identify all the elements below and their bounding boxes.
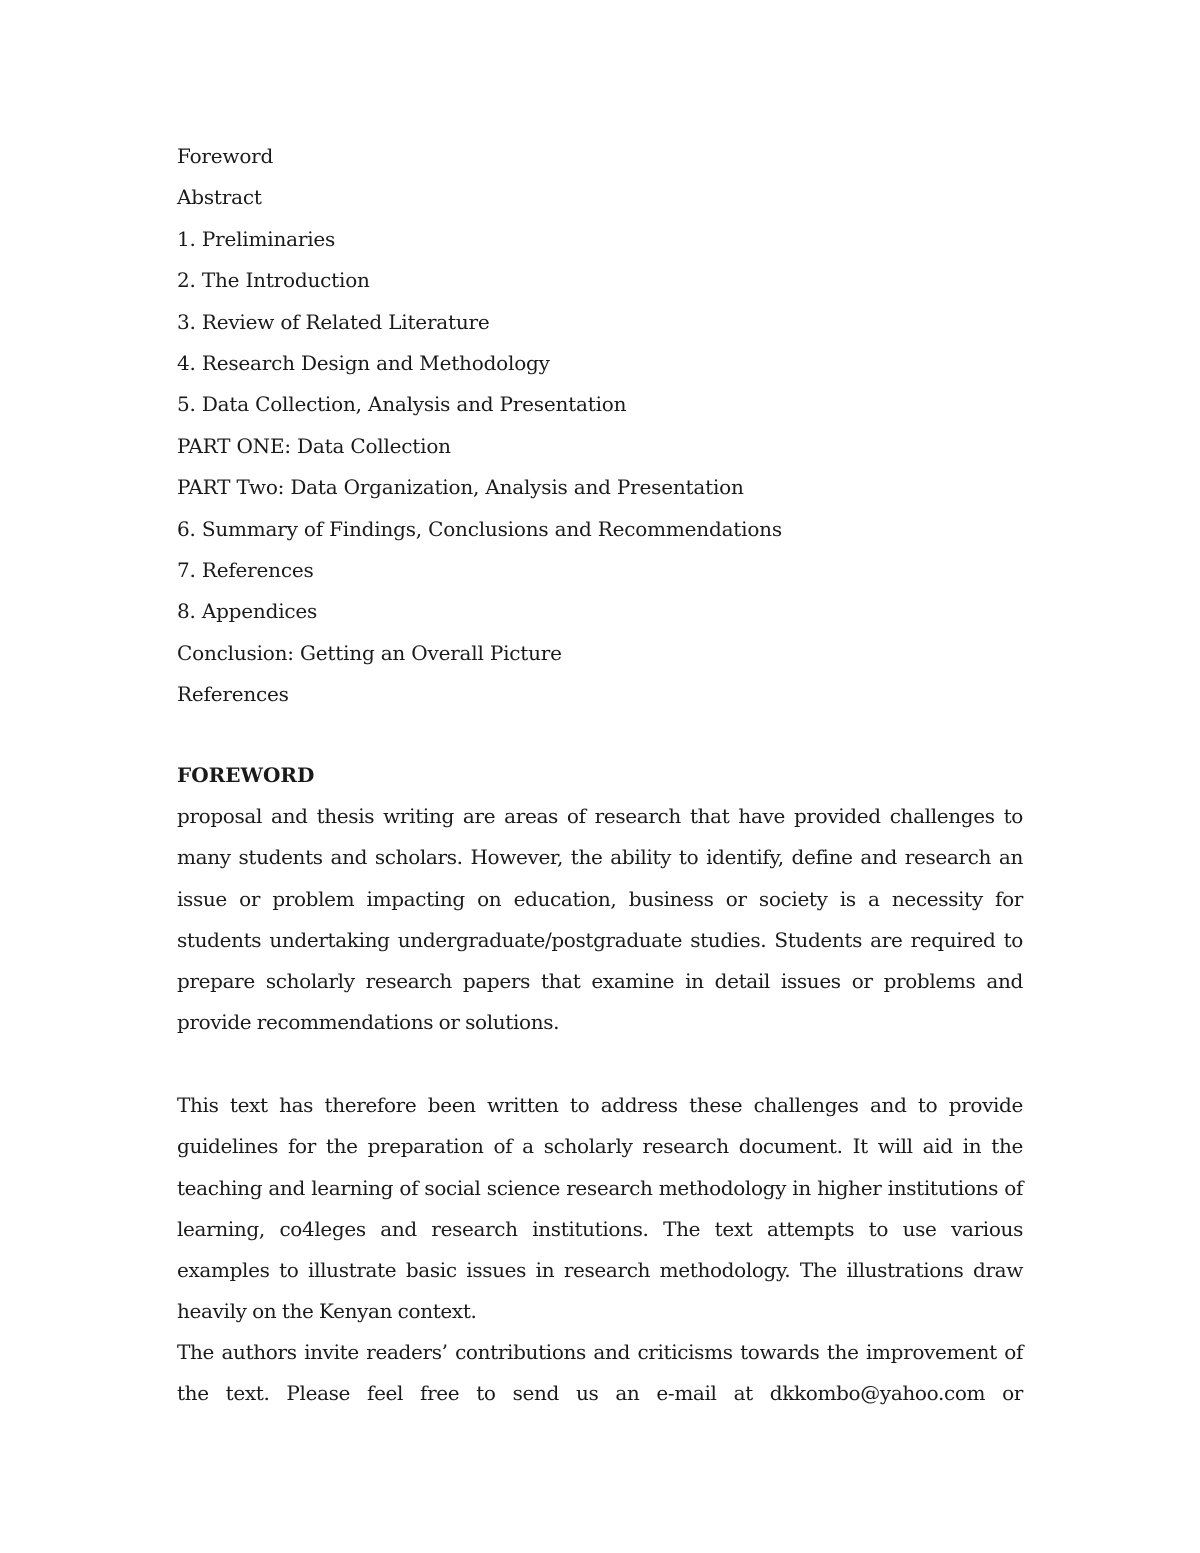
toc-item-part-one: PART ONE: Data Collection xyxy=(177,433,451,458)
toc-item-introduction: 2. The Introduction xyxy=(177,268,370,293)
toc-item-data-collection-analysis: 5. Data Collection, Analysis and Presentation xyxy=(177,392,627,417)
toc-item-conclusion: Conclusion: Getting an Overall Picture xyxy=(177,640,562,665)
foreword-heading: FOREWORD xyxy=(177,763,315,787)
toc-item-foreword: Foreword xyxy=(177,144,274,168)
toc-item-abstract: Abstract xyxy=(177,185,262,210)
foreword-paragraph-3: The authors invite readers’ contributions and criticisms towards the improvement of the text. Please feel free to send us an e-mail at dkkombo@yahoo.com or xyxy=(177,1340,1023,1406)
table-of-contents xyxy=(177,136,1037,715)
toc-item-references-chapter: 7. References xyxy=(177,557,314,582)
foreword-paragraph-1: proposal and thesis writing are areas of research that have provided challenges to many students and scholars. However, the ability to identify, define and research an issue or problem impacting on education, business or society is a necessity for students undertaking undergraduate/postgraduate studies. Students are required to prepare scholarly research papers that examine in detail issues or problems and provide recommendations or solutions. xyxy=(177,804,1023,1035)
toc-item-references: References xyxy=(177,682,289,707)
toc-item-appendices: 8. Appendices xyxy=(177,599,318,624)
toc-item-summary: 6. Summary of Findings, Conclusions and Recommendations xyxy=(177,516,782,541)
toc-item-literature-review: 3. Review of Related Literature xyxy=(177,309,490,334)
toc-item-research-design: 4. Research Design and Methodology xyxy=(177,350,550,375)
foreword-paragraph-2: This text has therefore been written to address these challenges and to provide guidelines for the preparation of a scholarly research document. It will aid in the teaching and learning of social science research methodology in higher institutions of learning, co4leges and research institutions. The text attempts to use various examples to illustrate basic issues in research methodology. The illustrations draw heavily on the Kenyan context. xyxy=(177,1093,1023,1324)
toc-item-preliminaries: 1. Preliminaries xyxy=(177,226,336,251)
toc-item-part-two: PART Two: Data Organization, Analysis and Presentation xyxy=(177,475,744,500)
